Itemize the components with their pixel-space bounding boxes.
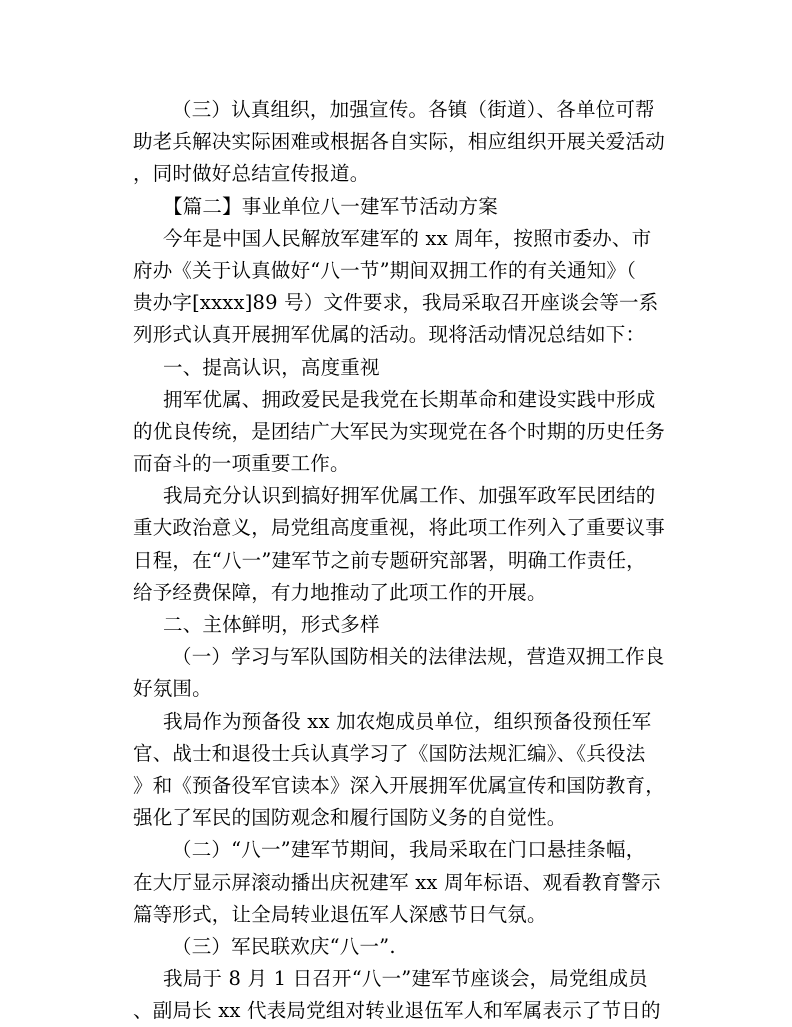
text-line: 助老兵解决实际困难或根据各自实际，相应组织开展关爱活动 (133, 130, 665, 154)
text-line: 贵办字[xxxx]89 号）文件要求，我局采取召开座谈会等一系 (133, 291, 659, 315)
text-line: 我局充分认识到搞好拥军优属工作、加强军政军民团结的 (163, 484, 656, 508)
text-line: 我局作为预备役 xx 加农炮成员单位，组织预备役预任军 (163, 709, 652, 733)
text-line: 【篇二】事业单位八一建军节活动方案 (163, 194, 498, 218)
text-line: 重大政治意义，局党组高度重视，将此项工作列入了重要议事 (133, 516, 665, 540)
document-body (133, 94, 663, 1027)
text-line: 给予经费保障，有力地推动了此项工作的开展。 (133, 580, 547, 604)
text-line: 拥军优属、拥政爱民是我党在长期革命和建设实践中形成 (163, 387, 656, 411)
text-line: 我局于 8 月 1 日召开“八一”建军节座谈会，局党组成员 (163, 967, 648, 991)
text-line: ，同时做好总结宣传报道。 (133, 162, 370, 186)
text-line: （三）认真组织，加强宣传。各镇（街道）、各单位可帮 (172, 98, 655, 121)
text-line: 篇等形式，让全局转业退伍军人深感节日气氛。 (133, 902, 547, 926)
text-line: 今年是中国人民解放军建军的 xx 周年，按照市委办、市 (163, 226, 652, 250)
text-line: 官、战士和退役士兵认真学习了《国防法规汇编》、《兵役法 (133, 741, 646, 765)
text-line: 强化了军民的国防观念和履行国防义务的自觉性。 (133, 806, 567, 830)
text-line: （三）军民联欢庆“八一”. (172, 934, 396, 958)
text-line: 的优良传统，是团结广大军民为实现党在各个时期的历史任务 (133, 419, 665, 443)
text-line: 列形式认真开展拥军优属的活动。现将活动情况总结如下： (133, 323, 646, 347)
text-line: 在大厅显示屏滚动播出庆祝建军 xx 周年标语、观看教育警示 (133, 870, 661, 894)
text-line: 日程，在“八一”建军节之前专题研究部署，明确工作责任， (133, 548, 646, 572)
text-line: 一、提高认识，高度重视 (163, 355, 380, 379)
text-line: 》和《预备役军官读本》深入开展拥军优属宣传和国防教育， (133, 773, 665, 797)
text-line: 而奋斗的一项重要工作。 (133, 452, 350, 476)
text-line: 、副局长 xx 代表局党组对转业退伍军人和军属表示了节日的 (133, 999, 661, 1023)
text-line: （一）学习与军队国防相关的法律法规，营造双拥工作良 (172, 645, 665, 669)
text-line: 好氛围。 (133, 677, 212, 701)
text-line: 二、主体鲜明，形式多样 (163, 613, 380, 636)
text-line: 府办《关于认真做好“八一节”期间双拥工作的有关通知》（ (133, 258, 637, 282)
text-line: （二）“八一”建军节期间，我局采取在门口悬挂条幅， (172, 838, 646, 862)
